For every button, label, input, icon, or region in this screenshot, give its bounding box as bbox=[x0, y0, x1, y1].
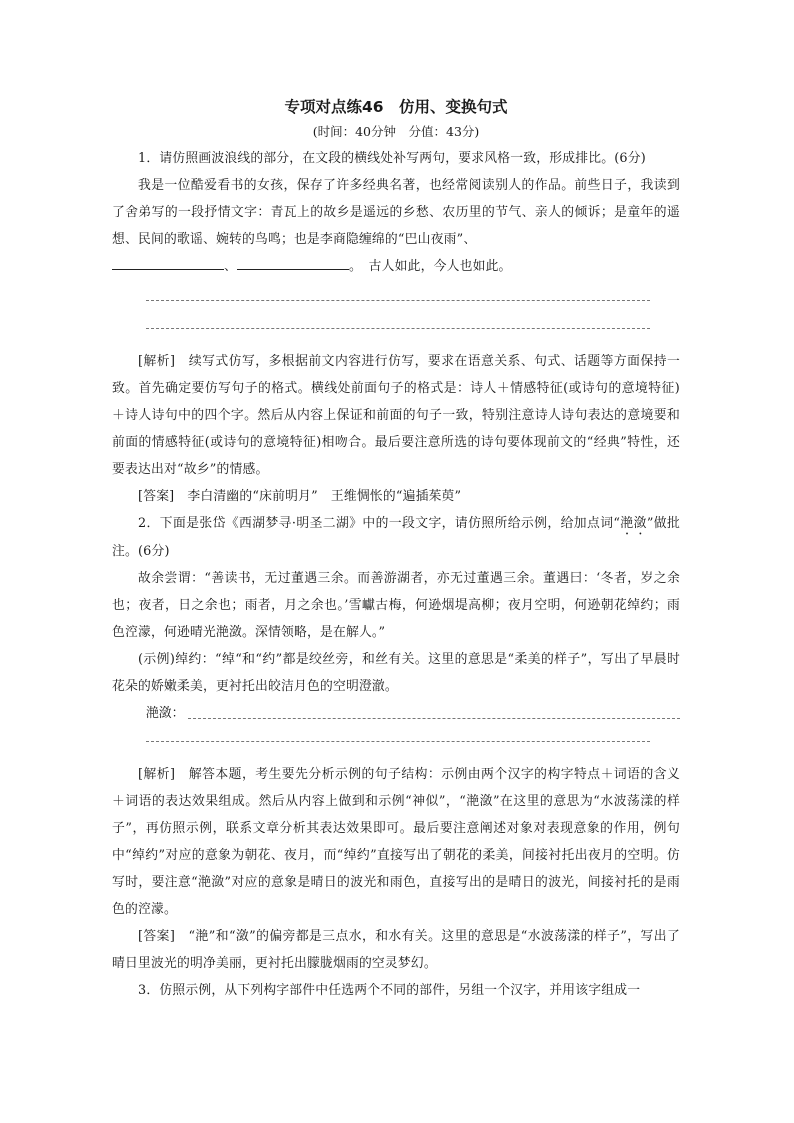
q1-passage bbox=[112, 172, 680, 280]
q2-answer-text: “滟”和“潋”的偏旁都是三点水，和水有关。这里的意思是“水波荡漾的样子”，写出了晴日里波光的明净美丽，更衬托出朦胧烟雨的空灵梦幻。 bbox=[112, 929, 680, 971]
q1-analysis-text: 续写式仿写，多根据前文内容进行仿写，要求在语意关系、句式、话题等方面保持一致。首先确定要仿写句子的格式。横线处前面句子的格式是：诗人＋情感特征(或诗句的意境特征)＋诗人诗句中的四个字。然后从内容上保证和前面的句子一致，特别注意诗人诗句表达的意境要和前面的情感特征(或诗句的意境特征)相吻合。最后要注意所选的诗句要体现前文的“经典”特性，还要表达出对“故乡”的情感。 bbox=[112, 354, 681, 477]
q1-answer-line-1[interactable] bbox=[146, 286, 650, 314]
q2-answer bbox=[112, 923, 680, 977]
q2-example: (示例)绰约：“绰“和“约”都是绞丝旁，和丝有关。这里的意思是“柔美的样子”，写出了早晨时花朵的娇嫩柔美，更衬托出皎洁月色的空明澄澈。 bbox=[112, 652, 680, 694]
q2-fill-label: 滟潋： bbox=[146, 706, 185, 721]
q1-passage-end: 。 古人如此，今人也如此。 bbox=[349, 259, 512, 274]
q1-answer-line-2[interactable] bbox=[146, 314, 650, 342]
q1-answer-label: [答案] bbox=[138, 489, 175, 504]
q2-analysis-text: 解答本题，考生要先分析示例的句子结构：示例由两个汉字的构字特点＋词语的含义＋词语的表达效果组成。然后从内容上做到和示例“神似”，“滟潋”在这里的意思为“水波荡漾的样子”，再仿照示例，联系文章分析其表达效果即可。最后要注意阐述对象对表现意象的作用，例句中“绰约”对应的意象为朝花、夜月，而“绰约”直接写出了朝花的柔美，间接衬托出夜月的空明。仿写时，要注意“滟潋”对应的意象是晴日的波光和雨色，直接写出的是晴日的波光，间接衬托的是雨色的涳濛。 bbox=[112, 767, 681, 917]
document-page bbox=[112, 94, 680, 1004]
q2-dotted-word: 滟潋 bbox=[620, 516, 647, 531]
q3-stem: 3．仿照示例，从下列构字部件中任选两个不同的部件，另组一个汉字，并用该字组成一 bbox=[138, 983, 641, 998]
q1-blank-1[interactable] bbox=[112, 255, 224, 270]
q1-analysis-label: [解析] bbox=[138, 354, 176, 369]
q2-stem-tail: ”做批注。(6分) bbox=[112, 516, 680, 559]
q1-stem: 1．请仿照画波浪线的部分，在文段的横线处补写两句，要求风格一致，形成排比。(6分) bbox=[138, 151, 646, 166]
q1-analysis bbox=[112, 348, 680, 483]
q2-analysis-label: [解析] bbox=[138, 767, 176, 782]
q1-passage-separator: 、 bbox=[224, 259, 237, 274]
q2-answer-line-1[interactable] bbox=[188, 718, 680, 719]
q2-analysis bbox=[112, 761, 680, 923]
q1-passage-text: 我是一位酷爱看书的女孩，保存了许多经典名著，也经常阅读别人的作品。前些日子，我读到了舍弟写的一段抒情文字：青瓦上的故乡是遥远的乡愁、农历里的节气、亲人的倾诉；是童年的遥想、民间的歌谣、婉转的鸟鸣；也是李商隐缠绵的“巴山夜雨”、 bbox=[112, 178, 680, 247]
q2-passage: 故余尝谓：“善读书，无过董遇三余。而善游湖者，亦无过董遇三余。董遇曰：‘冬者，岁之余也；夜者，日之余也；雨者，月之余也。’雪巘古梅，何逊烟堤高柳；夜月空明，何逊朝花绰约；雨色涳濛，何逊晴光滟潋。深情领略，是在解人。” bbox=[112, 571, 680, 640]
time-score-info: (时间：40分钟 分值：43分) bbox=[312, 124, 480, 139]
q2-answer-label: [答案] bbox=[138, 929, 176, 944]
q2-stem bbox=[112, 510, 680, 565]
q1-blank-2[interactable] bbox=[237, 255, 349, 270]
q2-fill-row bbox=[112, 700, 680, 727]
q2-stem-text: 2．下面是张岱《西湖梦寻·明圣二湖》中的一段文字，请仿照所给示例，给加点词“ bbox=[138, 516, 621, 531]
page-title: 专项对点练46 仿用、变换句式 bbox=[284, 98, 508, 116]
q1-answer-text: 李白清幽的“床前明月” 王维惆怅的“遍插茱萸” bbox=[187, 489, 462, 504]
q1-answer bbox=[112, 483, 680, 510]
q2-answer-line-2[interactable] bbox=[146, 727, 650, 755]
